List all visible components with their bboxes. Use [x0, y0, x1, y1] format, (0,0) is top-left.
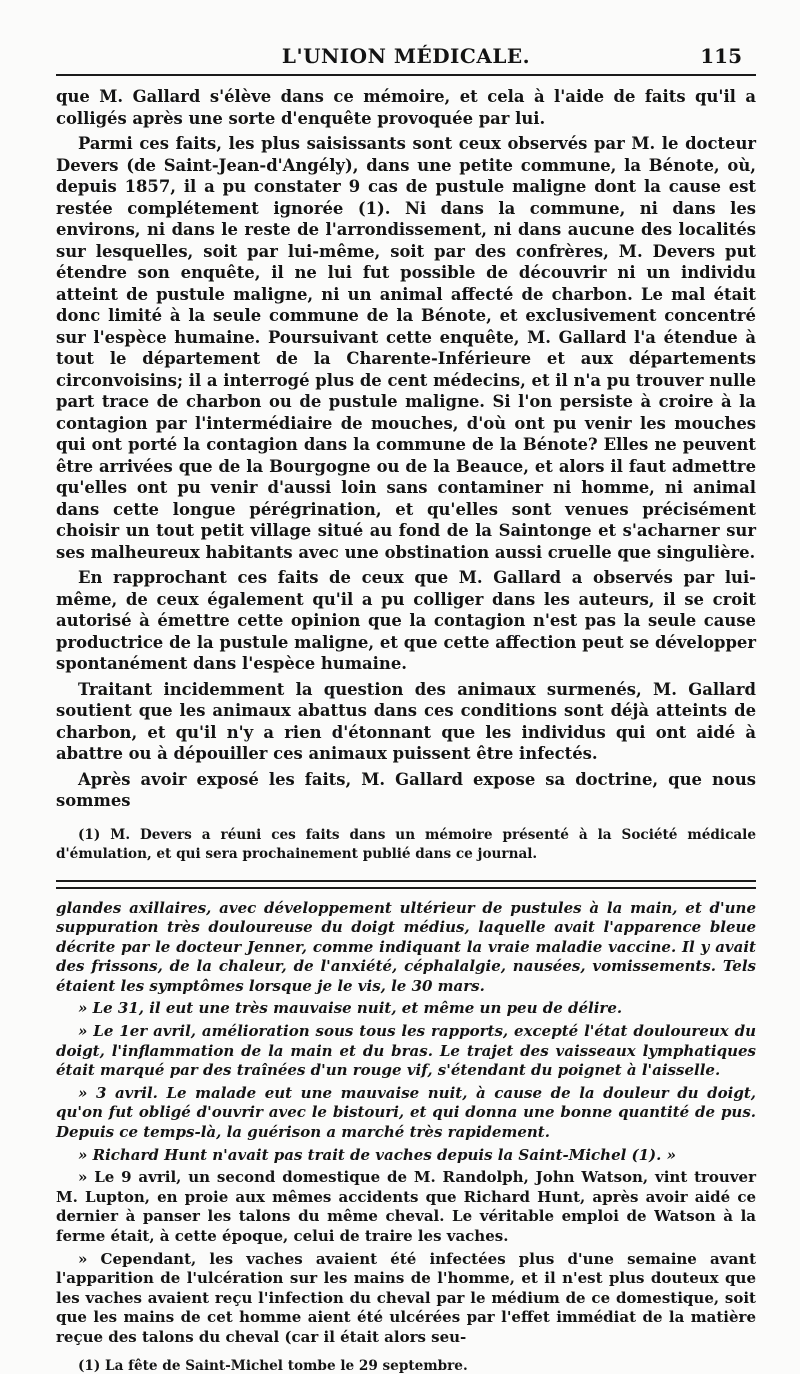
running-title: L'UNION MÉDICALE.	[281, 44, 531, 68]
article-paragraph: Parmi ces faits, les plus saisissants sont ceux observés par M. le docteur Devers (de Saint-Jean-d'Angély), dans une petite commune, la Bénote, où, depuis 1857, il a pu constater 9 cas de pustule maligne dont la cause est restée complétement ignorée (1). Ni dans la commune, ni dans les environs, ni dans le reste de l'arrondissement, ni dans aucune des localités sur lesquelles, soit par lui-même, soit par des confrères, M. Devers put étendre son enquête, il ne lui fut possible de découvrir ni un individu atteint de pustule maligne, ni un animal affecté de charbon. Le mal était donc limité à la seule commune de la Bénote, et exclusivement concentré sur l'espèce humaine. Poursuivant cette enquête, M. Gallard l'a étendue à tout le département de la Charente-Inférieure et aux départements circonvoisins; il a interrogé plus de cent médecins, et il n'a pu trouver nulle part trace de charbon ou de pustule maligne. Si l'on persiste à croire à la contagion par l'intermédiaire de mouches, d'où ont pu venir les mouches qui ont porté la contagion dans la commune de la Bénote? Elles ne peuvent être arrivées que de la Bourgogne ou de la Beauce, et alors il faut admettre qu'elles ont pu venir d'aussi loin sans contaminer ni homme, ni animal dans cette longue pérégrination, et qu'elles sont venues précisément choisir un tout petit village situé au fond de la Saintonge et s'acharner sur ses malheureux habitants avec une obstination aussi cruelle que singulière.	[56, 134, 756, 562]
feuilleton-paragraph: » 3 avril. Le malade eut une mauvaise nuit, à cause de la douleur du doigt, qu'on fut obligé d'ouvrir avec le bistouri, et qui donna une bonne quantité de pus. Depuis ce temps-là, la guérison a marché très rapidement.	[56, 1083, 756, 1142]
header-rule	[56, 74, 756, 76]
feuilleton-paragraph: glandes axillaires, avec développement ultérieur de pustules à la main, et d'une suppuration très douloureuse du doigt médius, laquelle avait l'apparence bleue décrite par le docteur Jenner, comme indiquant la vraie maladie vaccine. Il y avait des frissons, de la chaleur, de l'anxiété, céphalalgie, nausées, vomissements. Tels étaient les symptômes lorsque je le vis, le 30 mars.	[56, 898, 756, 995]
feuilleton-paragraph: » Le 1er avril, amélioration sous tous les rapports, excepté l'état douloureux du doigt, l'inflammation de la main et du bras. Le trajet des vaisseaux lymphatiques était marqué par des traînées d'un rouge vif, s'étendant du poignet à l'aisselle.	[56, 1022, 756, 1080]
article-body	[56, 86, 756, 812]
article-paragraph: que M. Gallard s'élève dans ce mémoire, et cela à l'aide de faits qu'il a colligés après une sorte d'enquête provoquée par lui.	[56, 87, 756, 128]
feuilleton-separator	[56, 880, 756, 889]
feuilleton-paragraph: » Cependant, les vaches avaient été infectées plus d'une semaine avant l'apparition de l'ulcération sur les mains de l'homme, et il n'est plus douteux que les vaches avaient reçu l'infection du cheval par le médium de ce domestique, soit que les mains de cet homme aient été ulcérées par l'effet immédiat de la matière reçue des talons du cheval (car il était alors seu-	[56, 1249, 756, 1346]
article-paragraph: En rapprochant ces faits de ceux que M. Gallard a observés par lui-même, de ceux également qu'il a pu colliger dans les auteurs, il se croit autorisé à émettre cette opinion que la contagion n'est pas la seule cause productrice de la pustule maligne, et que cette affection peut se développer spontanément dans l'espèce humaine.	[56, 568, 756, 673]
feuilleton-footnote: (1) La fête de Saint-Michel tombe le 29 septembre.	[78, 1357, 468, 1374]
feuilleton-body	[56, 899, 756, 1348]
feuilleton-paragraph: » Le 31, il eut une très mauvaise nuit, et même un peu de délire.	[78, 999, 623, 1018]
article-paragraph: Traitant incidemment la question des animaux surmenés, M. Gallard soutient que les animaux abattus dans ces conditions sont déjà atteints de charbon, et qu'il n'y a rien d'étonnant que les individus qui ont aidé à abattre ou à dépouiller ces animaux puissent être infectés.	[56, 679, 756, 763]
page-number: 115	[700, 44, 742, 68]
article-footnote: (1) M. Devers a réuni ces faits dans un mémoire présenté à la Société médicale d'émulation, et qui sera prochainement publié dans ce journal.	[56, 826, 756, 862]
article-paragraph: Après avoir exposé les faits, M. Gallard expose sa doctrine, que nous sommes	[56, 769, 756, 810]
page	[56, 40, 756, 1374]
feuilleton-paragraph: » Le 9 avril, un second domestique de M. Randolph, John Watson, vint trouver M. Lupton, en proie aux mêmes accidents que Richard Hunt, après avoir aidé ce dernier à panser les talons du même cheval. Le véritable emploi de Watson à la ferme était, à cette époque, celui de traire les vaches.	[56, 1168, 756, 1245]
running-header	[56, 40, 756, 74]
feuilleton-paragraph: » Richard Hunt n'avait pas trait de vaches depuis la Saint-Michel (1). »	[78, 1145, 676, 1164]
